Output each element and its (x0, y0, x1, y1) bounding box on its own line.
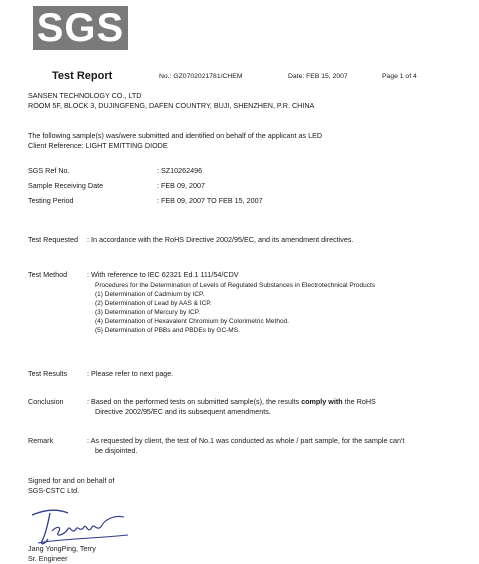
remark-value: : As requested by client, the test of No.1 was conducted as whole / part sample, for the sample can't (87, 436, 405, 445)
report-title: Test Report (52, 70, 113, 82)
signer-title: Sr. Engineer (28, 554, 68, 563)
company-name: SANSEN TECHNOLOGY CO., LTD (28, 91, 142, 100)
handwritten-signature (28, 505, 148, 547)
test-requested-label: Test Requested (28, 235, 78, 244)
test-results-label: Test Results (28, 369, 68, 378)
info-label-received: Sample Receiving Date (28, 181, 104, 190)
info-value-ref: : SZ10262496 (157, 166, 203, 175)
remark-label: Remark (28, 436, 54, 445)
method-line: (3) Determination of Mercury by ICP. (95, 309, 200, 316)
info-label-ref: SGS Ref No. (28, 166, 70, 175)
page-indicator: Page 1 of 4 (382, 73, 417, 80)
company-address: ROOM 5F, BLOCK 3, DUJINGFENG, DAFEN COUNTRY, BUJI, SHENZHEN, P.R. CHINA (28, 101, 315, 110)
sgs-logo (33, 6, 128, 50)
conclusion-value (87, 397, 376, 406)
conclusion-text-bold: comply with (301, 397, 343, 406)
conclusion-text-post: the RoHS (342, 397, 376, 406)
info-value-received: : FEB 09, 2007 (157, 181, 205, 190)
client-reference: Client Reference: LIGHT EMITTING DIODE (28, 141, 168, 150)
method-line: Procedures for the Determination of Levels of Regulated Substances in Electrotechnical Products (95, 282, 376, 289)
conclusion-text-pre: : Based on the performed tests on submitted sample(s), the results (87, 397, 302, 406)
signer-name: Jang YongPing, Terry (28, 544, 96, 553)
method-line: (2) Determination of Lead by AAS & ICP. (95, 300, 212, 307)
signed-for-text: Signed for and on behalf of (28, 476, 115, 485)
report-number: No.: GZ0702021781/CHEM (159, 73, 243, 80)
info-value-period: : FEB 09, 2007 TO FEB 15, 2007 (157, 196, 263, 205)
conclusion-line-2: Directive 2002/95/EC and its subsequent amendments. (95, 407, 271, 416)
method-line: (5) Determination of PBBs and PBDEs by GC-MS. (95, 327, 240, 334)
test-method-value: : With reference to IEC 62321 Ed.1 111/54/CDV (87, 270, 239, 279)
report-date: Date: FEB 15, 2007 (288, 73, 348, 80)
method-line: (4) Determination of Hexavalent Chromium by Colorimetric Method. (95, 318, 289, 325)
info-label-period: Testing Period (28, 196, 74, 205)
test-results-value: : Please refer to next page. (87, 369, 174, 378)
signing-company: SGS-CSTC Ltd. (28, 486, 80, 495)
test-requested-value: : In accordance with the RoHS Directive 2002/95/EC, and its amendment directives. (87, 235, 354, 244)
conclusion-label: Conclusion (28, 397, 64, 406)
method-line: (1) Determination of Cadmium by ICP. (95, 291, 205, 298)
logo-text: SGS (36, 6, 125, 50)
test-method-label: Test Method (28, 270, 68, 279)
remark-line-2: be disjointed. (95, 446, 138, 455)
intro-line-1: The following sample(s) was/were submitted and identified on behalf of the applicant as LED (28, 131, 323, 140)
